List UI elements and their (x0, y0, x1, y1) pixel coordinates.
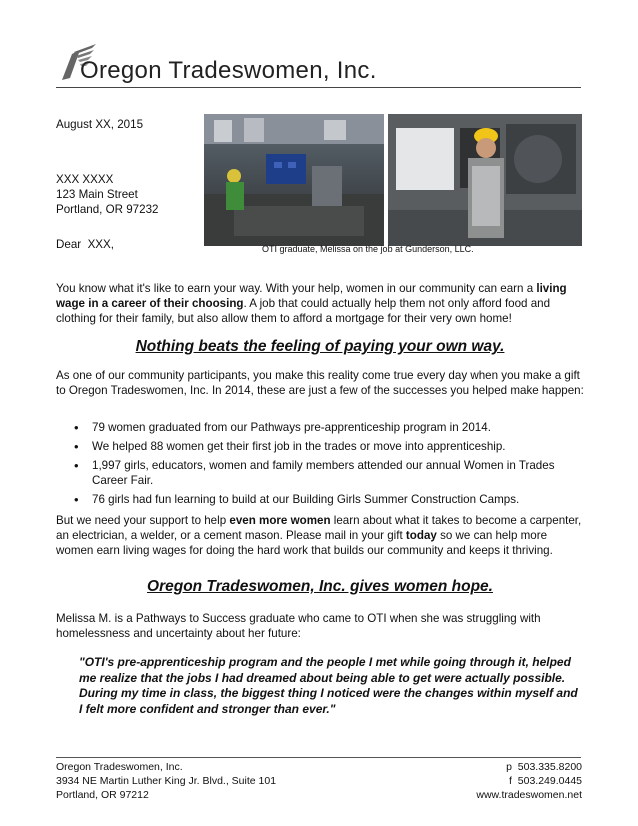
support-today: today (405, 529, 437, 542)
successes-list (56, 420, 584, 511)
melissa-paragraph: Melissa M. is a Pathways to Success graduate who came to OTI when she was struggling with homelessness and uncertainty about her future: (56, 612, 541, 640)
recipient-address (56, 172, 158, 217)
support-paragraph (56, 513, 584, 558)
footer-website: www.tradeswomen.net (476, 789, 582, 801)
photo-graduate (388, 114, 582, 246)
list-item: • 1,997 girls, educators, women and family members attended our annual Women in Trades Career Fair. (56, 458, 584, 488)
intro-text: You know what it's like to earn your way. With your help, women in our community can earn a (56, 282, 537, 295)
intro-text-end: . A job that could actually help them not only afford food and clothing for their family, but also allow them to afford a mortgage for their very own home! (56, 297, 551, 325)
support-text-end: so we can help more women earn living wages for doing the hard work that builds our community and keeps it thriving. (56, 529, 553, 557)
org-name: Oregon Tradeswomen, Inc. (80, 57, 377, 84)
address-line: 123 Main Street (56, 188, 138, 201)
footer-divider (56, 757, 581, 758)
address-line: XXX XXXX (56, 173, 114, 186)
heading-gives-women-hope: Oregon Tradeswomen, Inc. gives women hope. (147, 578, 493, 595)
footer-address (56, 760, 276, 802)
photo-caption: OTI graduate, Melissa on the job at Gunderson, LLC. (262, 244, 474, 254)
footer-line: Portland, OR 97212 (56, 789, 149, 801)
address-line: Portland, OR 97232 (56, 203, 159, 216)
footer-line: 3934 NE Martin Luther King Jr. Blvd., Suite 101 (56, 775, 277, 787)
header-divider (56, 87, 581, 88)
heading-paying-your-own-way: Nothing beats the feeling of paying your own way. (135, 338, 505, 355)
photo-workshop (204, 114, 384, 246)
list-item: • 79 women graduated from our Pathways pre-apprenticeship program in 2014. (56, 420, 584, 435)
support-emphasis: even more women (229, 514, 331, 527)
intro-emphasis: living wage in a career of their choosing (56, 282, 567, 310)
list-item: • 76 girls had fun learning to build at our Building Girls Summer Construction Camps. (56, 492, 584, 507)
footer-contact (476, 760, 582, 802)
intro-paragraph (56, 281, 584, 326)
participants-paragraph: As one of our community participants, you make this reality come true every day when you make a gift to Oregon Tradeswomen, Inc. In 2014, these are just a few of the successes you helped make happen: (56, 369, 584, 397)
photo-strip (204, 114, 582, 246)
support-text-mid: learn about what it takes to become a carpenter, an electrician, a welder, or a cement mason. Please mail in your gift (56, 514, 582, 542)
footer-phone: p 503.335.8200 (506, 761, 582, 773)
support-text: But we need your support to help (56, 514, 230, 527)
list-item: • We helped 88 women get their first job in the trades or move into apprenticeship. (56, 439, 584, 454)
testimonial-quote: "OTI's pre-apprenticeship program and the people I met while going through it, helped me realize that the jobs I had dreamed about being able to get were actually possible. During my time in class, the biggest thing I noticed were the changes within myself and I felt more confident and stronger than ever." (79, 655, 578, 716)
footer-fax: f 503.249.0445 (509, 775, 582, 787)
salutation: Dear XXX, (56, 238, 114, 251)
letter-date: August XX, 2015 (56, 118, 144, 131)
footer-line: Oregon Tradeswomen, Inc. (56, 761, 183, 773)
